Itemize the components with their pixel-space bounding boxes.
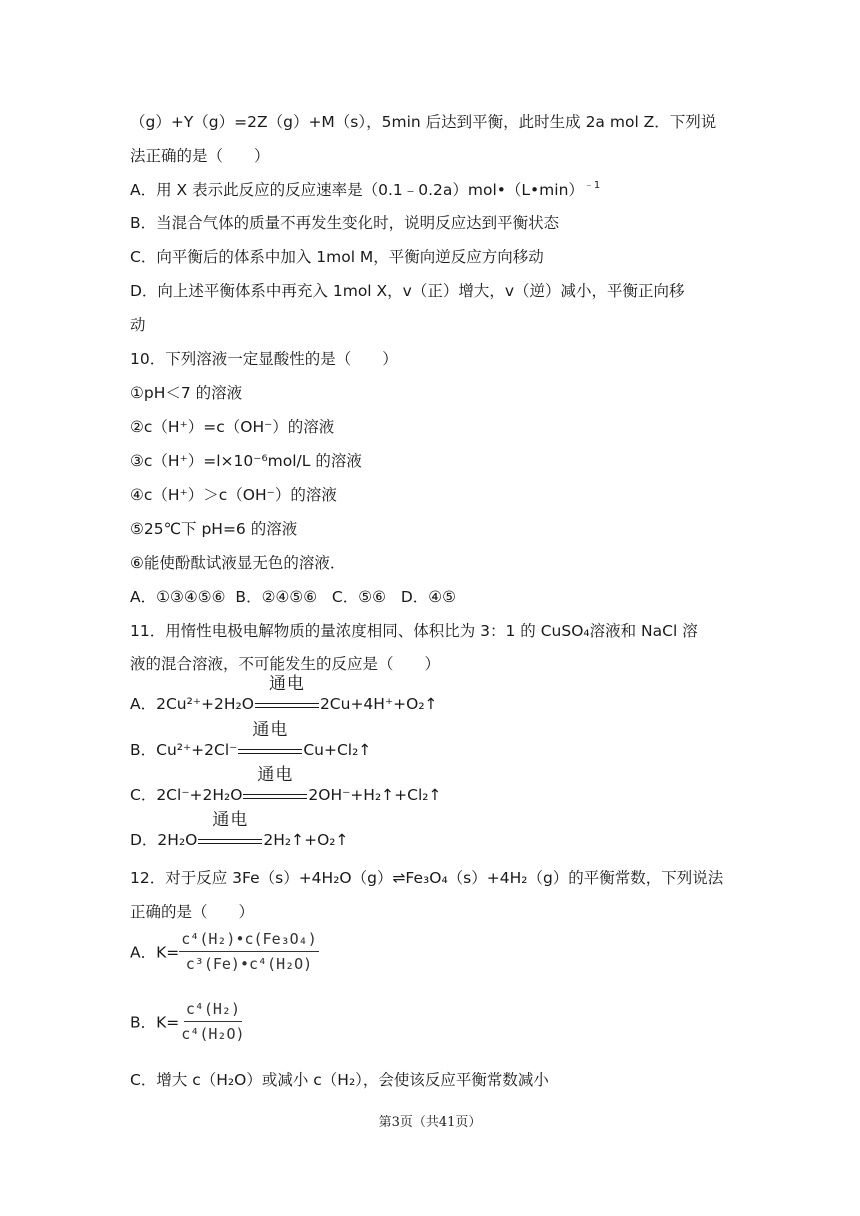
q10-item-4: ④c（H⁺）＞c（OH⁻）的溶液: [130, 486, 337, 504]
q9-option-a: [130, 180, 600, 200]
q9-option-a-exponent: ﹣1: [583, 180, 601, 191]
electrolysis-label: 通电: [257, 765, 294, 785]
q9-option-c: C．向平衡后的体系中加入 1mol M，平衡向逆反应方向移动: [130, 248, 544, 266]
q11-a-condition: [255, 674, 319, 712]
q11-a-reactants: A．2Cu²⁺+2H₂O: [130, 695, 254, 713]
equals-arrow: [243, 794, 307, 799]
electrolysis-label: 通电: [268, 674, 305, 694]
q9-option-d-line2: 动: [130, 316, 146, 334]
q11-d-condition: [198, 810, 262, 848]
q10-item-5: ⑤25℃下 pH=6 的溶液: [130, 520, 298, 538]
q9-option-b: B．当混合气体的质量不再发生变化时，说明反应达到平衡状态: [130, 214, 560, 232]
electrolysis-label: 通电: [252, 720, 289, 740]
q12-a-denominator: c³(Fe)•c⁴(H₂O): [185, 955, 313, 973]
q10-stem: 10．下列溶液一定显酸性的是（ ）: [130, 350, 398, 368]
q12-b-fraction: [179, 1000, 246, 1043]
equals-arrow: [255, 703, 319, 708]
q11-stem-line1: 11．用惰性电极电解物质的量浓度相同、体积比为 3：1 的 CuSO₄溶液和 NaCl 溶: [130, 622, 698, 640]
q9-option-d-line1: D．向上述平衡体系中再充入 1mol X，v（正）增大，v（逆）减小，平衡正向移: [130, 282, 685, 300]
q11-c-condition: [243, 765, 307, 803]
q12-a-label: A．K=: [130, 943, 180, 962]
q11-option-d: [130, 810, 349, 850]
q12-stem-line2: 正确的是（ ）: [130, 903, 255, 921]
q10-item-2: ②c（H⁺）=c（OH⁻）的溶液: [130, 418, 335, 436]
q11-b-products: Cu+Cl₂↑: [303, 741, 372, 759]
q11-b-condition: [238, 720, 302, 758]
q10-item-6: ⑥能使酚酞试液显无色的溶液．: [130, 554, 346, 572]
page-footer: 第3页（共41页）: [378, 1115, 482, 1130]
q11-a-products: 2Cu+4H⁺+O₂↑: [319, 695, 438, 713]
q12-option-c: C．增大 c（H₂O）或减小 c（H₂），会使该反应平衡常数减小: [130, 1071, 549, 1089]
q11-option-c: [130, 765, 442, 805]
q12-b-label: B．K=: [130, 1013, 180, 1032]
q12-a-numerator: c⁴(H₂)•c(Fe₃O₄): [179, 930, 318, 952]
q11-option-b: [130, 720, 372, 760]
q11-option-a: [130, 674, 438, 714]
equals-arrow: [198, 839, 262, 844]
q11-d-products: 2H₂↑+O₂↑: [263, 831, 349, 849]
q11-b-reactants: B．Cu²⁺+2Cl⁻: [130, 741, 238, 759]
q11-c-products: 2OH⁻+H₂↑+Cl₂↑: [308, 786, 442, 804]
q10-item-1: ①pH＜7 的溶液: [130, 384, 243, 402]
q11-stem-line2: 液的混合溶液，不可能发生的反应是（ ）: [130, 655, 441, 673]
q12-b-numerator: c⁴(H₂): [184, 1000, 242, 1022]
q10-options: A．①③④⑤⑥ B．②④⑤⑥ C．⑤⑥ D．④⑤: [130, 588, 457, 606]
equals-arrow: [238, 749, 302, 754]
q9-stem-line1: （g）+Y（g）=2Z（g）+M（s），5min 后达到平衡，此时生成 2a mol Z．下列说: [130, 113, 717, 131]
q11-d-reactants: D．2H₂O: [130, 831, 198, 849]
q10-item-3: ③c（H⁺）=l×10⁻⁶mol/L 的溶液: [130, 452, 362, 470]
q12-option-b: [130, 1000, 247, 1043]
q12-b-denominator: c⁴(H₂O): [181, 1025, 245, 1043]
q9-option-a-text: A．用 X 表示此反应的反应速率是（0.1﹣0.2a）mol•（L•min）: [130, 181, 584, 199]
q11-c-reactants: C．2Cl⁻+2H₂O: [130, 786, 243, 804]
electrolysis-label: 通电: [212, 810, 249, 830]
q9-stem-line2: 法正确的是（ ）: [130, 147, 270, 165]
q12-option-a: [130, 930, 319, 973]
q12-stem-line1: 12．对于反应 3Fe（s）+4H₂O（g）⇌Fe₃O₄（s）+4H₂（g）的平衡常数，下列说法: [130, 869, 724, 887]
q12-a-fraction: [179, 930, 318, 973]
